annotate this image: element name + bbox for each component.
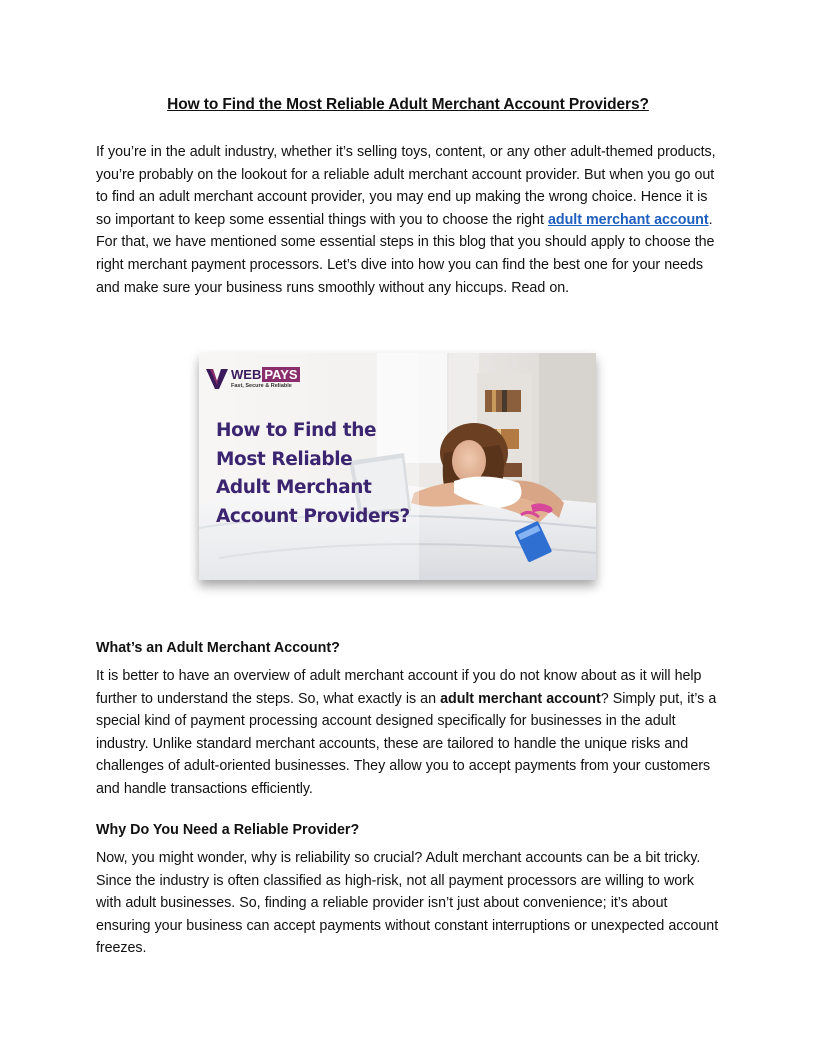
section-what-bold-term: adult merchant account: [440, 690, 601, 707]
webpays-v-logo-icon: [205, 367, 229, 391]
banner-headline-line: Most Reliable: [216, 448, 353, 470]
banner-headline-line: How to Find the: [216, 420, 377, 441]
logo-text-pays: PAYS: [264, 367, 298, 382]
banner-headline: [216, 417, 410, 531]
intro-paragraph: [96, 141, 722, 299]
logo-text-web: WEB: [231, 367, 262, 382]
section-heading-what: What’s an Adult Merchant Account?: [96, 640, 340, 656]
banner-headline-line: Adult Merchant: [216, 477, 372, 498]
section-what-paragraph: [96, 665, 722, 801]
adult-merchant-account-link[interactable]: adult merchant account: [548, 211, 709, 228]
banner-headline-line: Account Providers?: [216, 505, 410, 527]
section-why-paragraph: Now, you might wonder, why is reliability so crucial? Adult merchant accounts can be a bit tricky. Since the industry is often classified as high-risk, not all payment processors are willing to work with adult businesses. So, finding a reliable provider isn’t just about convenience; it’s about ensuring your business can accept payments without constant interruptions or unexpected account freezes.: [96, 850, 719, 957]
article-banner-image: [199, 353, 596, 580]
intro-text-start: If you’re in the adult industry, whether it’s selling toys, content, or any other adult-themed products, you’re probably on the lookout for a reliable adult merchant account provider. But when you go out to find an adult merchant account provider, you may end up making the wrong choice. Hence it is so important to keep some essential things with you to choose the right: [96, 144, 716, 228]
webpays-logo: [205, 367, 300, 391]
section-what-text-start: It is better to have an overview of adult merchant account if you do not know about as it will help further to understand the steps. So, what exactly is an: [96, 668, 702, 707]
section-heading-why: Why Do You Need a Reliable Provider?: [96, 822, 360, 838]
page-title: How to Find the Most Reliable Adult Merchant Account Providers?: [167, 96, 649, 113]
logo-tagline: Fast, Secure & Reliable: [231, 383, 292, 389]
intro-text-end: . For that, we have mentioned some essential steps in this blog that you should apply to choose the right merchant payment processors. Let’s dive into how you can find the best one for your needs and make sure your business runs smoothly without any hiccups. Read on.: [96, 211, 715, 296]
section-what-text-end: ? Simply put, it’s a special kind of payment processing account designed specifically for businesses in the adult industry. Unlike standard merchant accounts, these are tailored to handle the unique risks and challenges of adult-oriented businesses. They allow you to accept payments from your customers and handle transactions efficiently.: [96, 690, 717, 797]
